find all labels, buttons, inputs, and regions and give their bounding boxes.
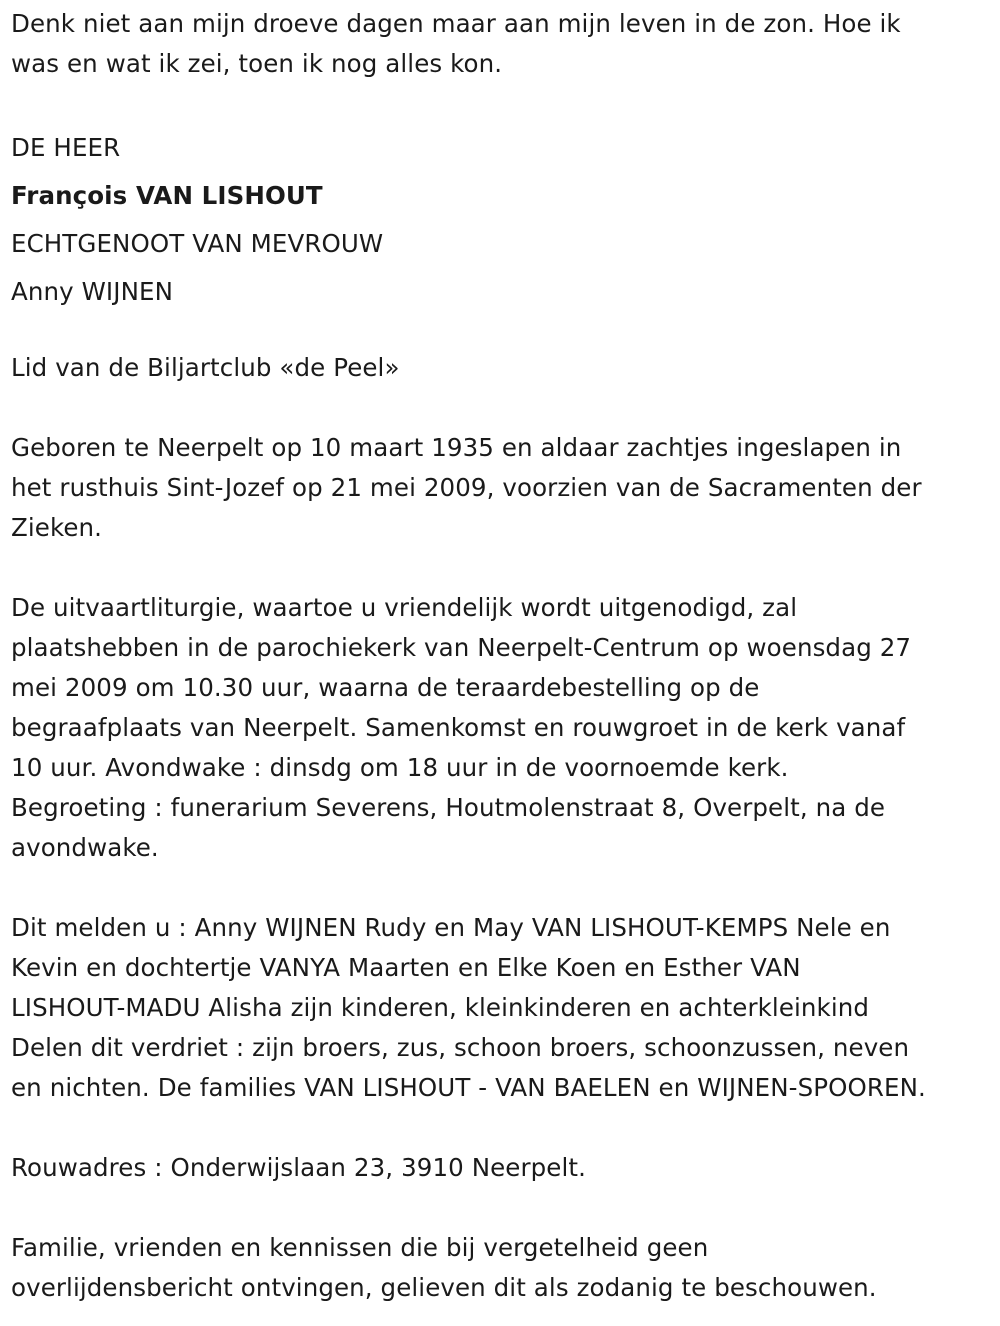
quote-line: was en wat ik zei, toen ik nog alles kon. bbox=[11, 49, 503, 78]
membership-text: Lid van de Biljartclub «de Peel» bbox=[11, 353, 400, 382]
deceased-name: François VAN LISHOUT bbox=[11, 181, 323, 210]
birth-death-paragraph bbox=[11, 428, 993, 548]
announcers-line: LISHOUT-MADU Alisha zijn kinderen, kleinkinderen en achterkleinkind bbox=[11, 993, 870, 1022]
announcers-line: en nichten. De families VAN LISHOUT - VAN BAELEN en WIJNEN-SPOOREN. bbox=[11, 1073, 926, 1102]
funeral-line: Begroeting : funerarium Severens, Houtmolenstraat 8, Overpelt, na de bbox=[11, 793, 886, 822]
funeral-paragraph bbox=[11, 588, 993, 868]
quote-line: Denk niet aan mijn droeve dagen maar aan mijn leven in de zon. Hoe ik bbox=[11, 9, 901, 38]
funeral-line: avondwake. bbox=[11, 833, 159, 862]
funeral-line: plaatshebben in de parochiekerk van Neerpelt-Centrum op woensdag 27 bbox=[11, 633, 912, 662]
birth-death-line: het rusthuis Sint-Jozef op 21 mei 2009, voorzien van de Sacramenten der bbox=[11, 473, 922, 502]
closing-line: Familie, vrienden en kennissen die bij vergetelheid geen bbox=[11, 1233, 709, 1262]
funeral-line: mei 2009 om 10.30 uur, waarna de teraardebestelling op de bbox=[11, 673, 760, 702]
birth-death-line: Zieken. bbox=[11, 513, 103, 542]
announcers-line: Kevin en dochtertje VANYA Maarten en Elke Koen en Esther VAN bbox=[11, 953, 801, 982]
funeral-line: 10 uur. Avondwake : dinsdg om 18 uur in de voornoemde kerk. bbox=[11, 753, 789, 782]
spouse-name: Anny WIJNEN bbox=[11, 277, 174, 306]
membership-paragraph bbox=[11, 348, 993, 388]
quote-paragraph bbox=[11, 4, 993, 84]
announcers-line: Delen dit verdriet : zijn broers, zus, schoon broers, schoonzussen, neven bbox=[11, 1033, 910, 1062]
obituary-document bbox=[11, 4, 993, 1308]
funeral-line: De uitvaartliturgie, waartoe u vriendelijk wordt uitgenodigd, zal bbox=[11, 593, 798, 622]
title-label: DE HEER bbox=[11, 133, 121, 162]
deceased-heading bbox=[11, 124, 993, 316]
funeral-line: begraafplaats van Neerpelt. Samenkomst en rouwgroet in de kerk vanaf bbox=[11, 713, 906, 742]
announcers-line: Dit melden u : Anny WIJNEN Rudy en May VAN LISHOUT-KEMPS Nele en bbox=[11, 913, 891, 942]
address-paragraph bbox=[11, 1148, 993, 1188]
spouse-label: ECHTGENOOT VAN MEVROUW bbox=[11, 229, 384, 258]
closing-paragraph bbox=[11, 1228, 993, 1308]
closing-line: overlijdensbericht ontvingen, gelieven dit als zodanig te beschouwen. bbox=[11, 1273, 877, 1302]
address-text: Rouwadres : Onderwijslaan 23, 3910 Neerpelt. bbox=[11, 1153, 586, 1182]
announcers-paragraph bbox=[11, 908, 993, 1108]
birth-death-line: Geboren te Neerpelt op 10 maart 1935 en aldaar zachtjes ingeslapen in bbox=[11, 433, 902, 462]
